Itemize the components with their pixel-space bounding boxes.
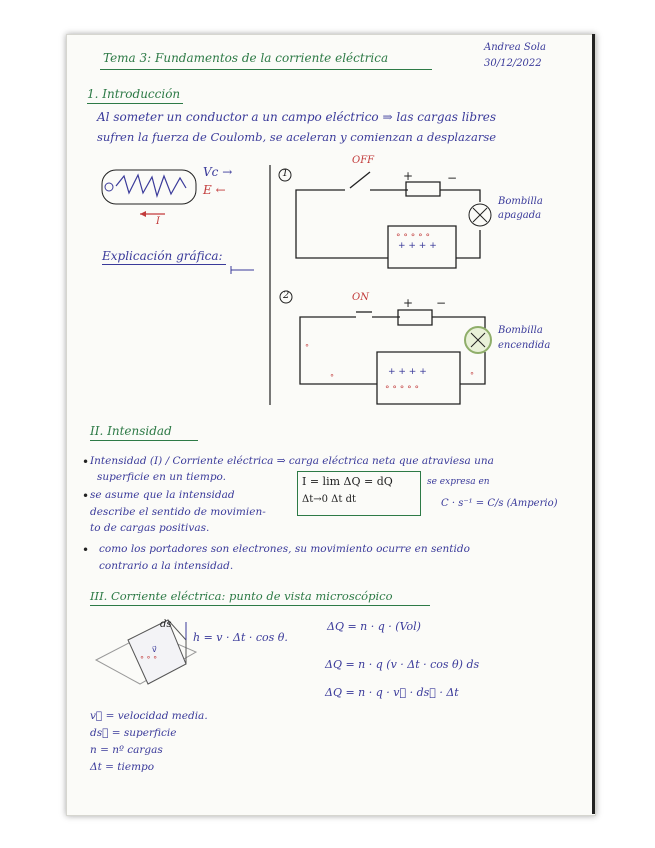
battery-minus-1: − (447, 171, 458, 185)
electric-field-label: E ← (203, 183, 226, 197)
formula-line-2: Δt→0 Δt dt (302, 494, 356, 505)
svg-text:+ + + +: + + + + (388, 367, 427, 377)
svg-text:+ + + +: + + + + (398, 241, 437, 251)
svg-text:° ° ° ° °: ° ° ° ° ° (396, 233, 430, 243)
bulb-on-label-1: Bombilla (498, 325, 543, 336)
intro-line-2: sufren la fuerza de Coulomb, se aceleran y comienzan a desplazarse (97, 130, 497, 144)
battery-plus-2: + (403, 296, 414, 310)
step-1-number: 1 (282, 168, 289, 179)
drift-velocity-label: Vc → (203, 165, 233, 179)
svg-text:v⃗: v⃗ (152, 645, 157, 654)
intro-line-1: Al someter un conductor a un campo eléctrico ⇒ las cargas libres (97, 110, 497, 124)
electron-line-2: contrario a la intensidad. (99, 560, 234, 572)
switch-off-label: OFF (352, 155, 375, 166)
bulb-off-label-1: Bombilla (498, 196, 543, 207)
author-name: Andrea Sola (484, 42, 546, 53)
page-title: Tema 3: Fundamentos de la corriente eléctrica (103, 51, 389, 65)
battery-plus-1: + (403, 169, 414, 183)
microscopic-heading: III. Corriente eléctrica: punto de vista microscópico (90, 589, 393, 603)
formula-line-1: I = lim ΔQ = dQ (302, 475, 393, 488)
intensity-def-line-1: Intensidad (I) / Corriente eléctrica ⇒ carga eléctrica neta que atraviesa una (90, 455, 494, 467)
charge-equation-3: ΔQ = n · q · v⃗ · ds⃗ · Δt (325, 686, 459, 699)
convention-line-1: se asume que la intensidad (90, 489, 235, 501)
charge-equation-2: ΔQ = n · q (v · Δt · cos θ) ds (325, 658, 480, 671)
current-label: I (156, 216, 160, 227)
legend-velocity: v⃗ = velocidad media. (90, 710, 208, 722)
bullet-3: • (82, 543, 90, 557)
electron-line-1: como los portadores son electrones, su movimiento ocurre en sentido (99, 543, 470, 555)
bulb-off-label-2: apagada (498, 210, 542, 221)
svg-text:° ° °: ° ° ° (140, 655, 158, 664)
convention-line-2: describe el sentido de movimien- (90, 506, 266, 518)
surface-element-label: ds (160, 619, 172, 630)
bullet-1: • (82, 455, 90, 469)
bullet-2: • (82, 489, 90, 503)
svg-text:° ° ° ° °: ° ° ° ° ° (385, 385, 419, 395)
svg-text:°: ° (470, 371, 474, 380)
svg-text:°: ° (330, 373, 334, 382)
legend-surface: ds⃗ = superficie (90, 727, 177, 739)
switch-on-label: ON (352, 292, 369, 303)
svg-text:°: ° (305, 343, 309, 352)
height-equation: h = v · Δt · cos θ. (193, 631, 288, 644)
step-2-number: 2 (283, 290, 290, 301)
legend-time: Δt = tiempo (90, 761, 155, 773)
legend-charges: n = nº cargas (90, 744, 163, 756)
unit-line-1: se expresa en (427, 477, 490, 487)
bulb-on-label-2: encendida (498, 340, 551, 351)
date: 30/12/2022 (484, 58, 542, 69)
battery-minus-2: − (436, 296, 447, 310)
intensity-def-line-2: superficie en un tiempo. (97, 471, 227, 483)
intro-heading: 1. Introducción (87, 87, 181, 101)
charge-equation-1: ΔQ = n · q · (Vol) (327, 620, 421, 633)
unit-line-2: C · s⁻¹ = C/s (Amperio) (441, 498, 558, 509)
graphic-explanation-label: Explicación gráfica: (102, 249, 223, 263)
convention-line-3: to de cargas positivas. (90, 522, 210, 534)
intensity-heading: II. Intensidad (90, 424, 172, 438)
